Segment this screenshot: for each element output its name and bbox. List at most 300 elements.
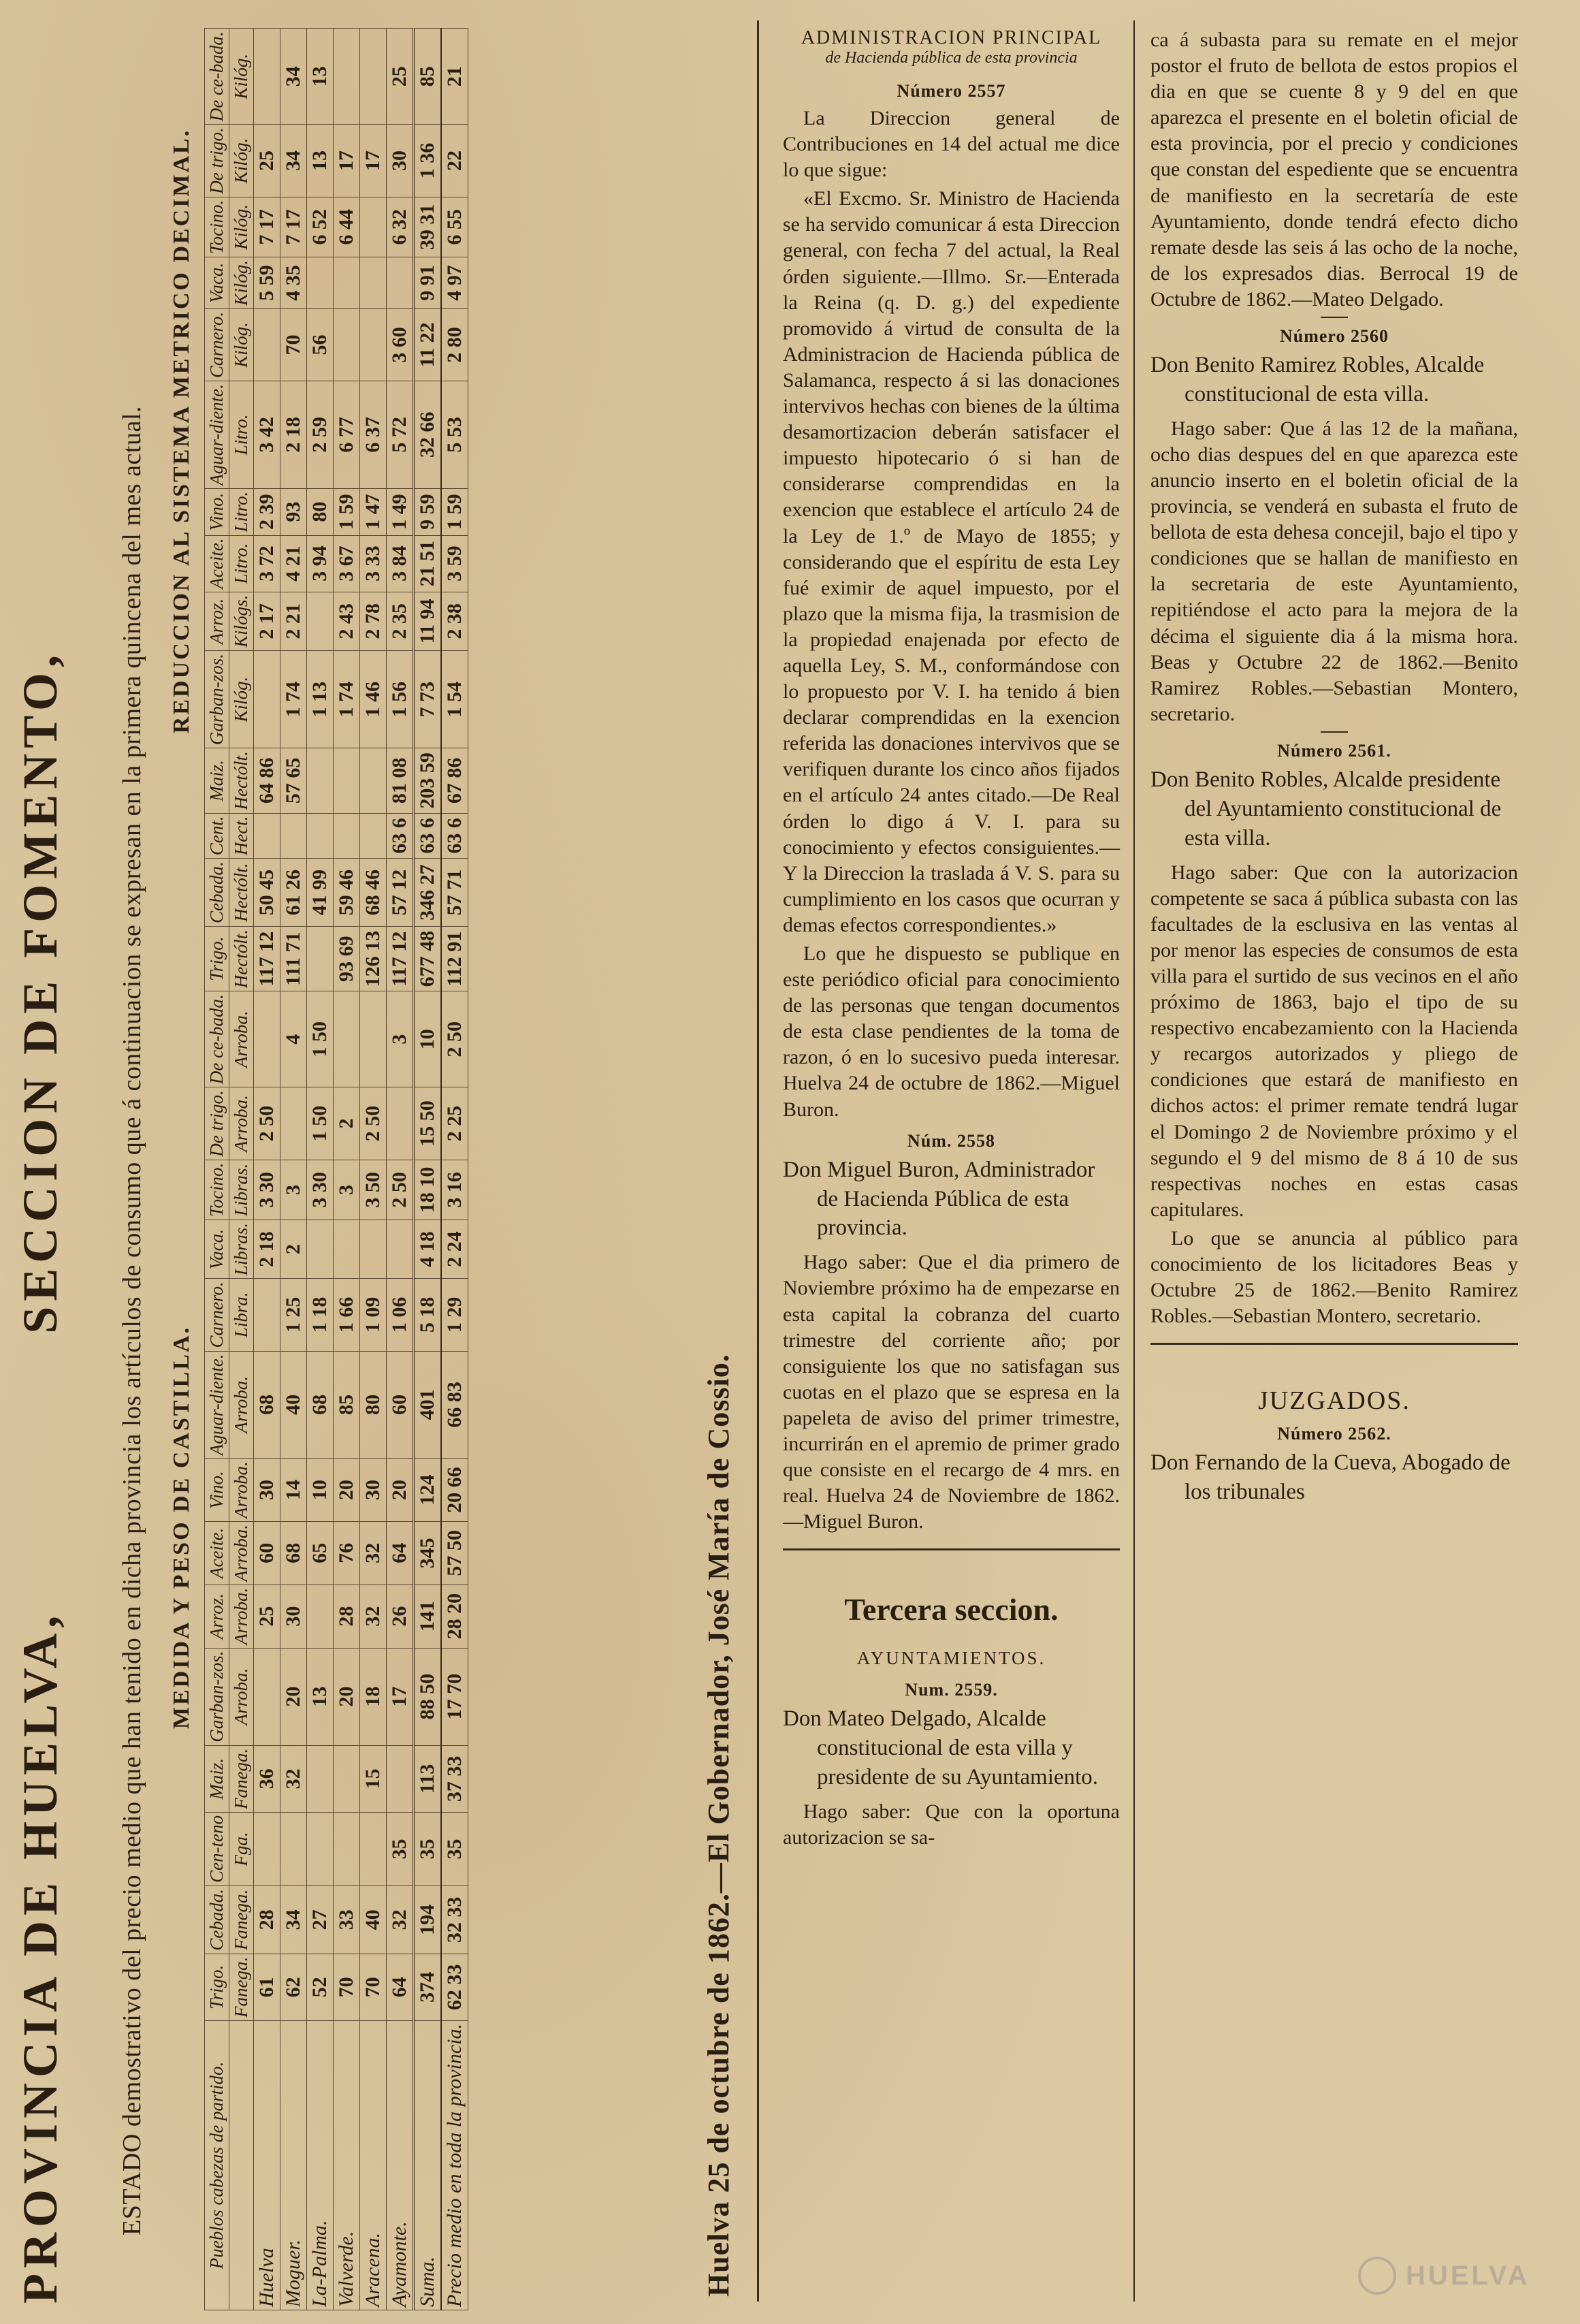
price-cell: 93 — [280, 488, 307, 535]
price-cell — [334, 1813, 360, 1886]
price-cell: 18 — [360, 1648, 387, 1745]
price-cell: 2 43 — [334, 592, 360, 650]
price-cell: 4 97 — [441, 257, 468, 309]
column-header: Aceite. — [205, 535, 229, 592]
price-cell — [307, 1585, 334, 1648]
unit-header: Kilóg. — [229, 308, 254, 381]
price-cell: 1 50 — [307, 991, 334, 1087]
price-cell — [307, 813, 334, 859]
price-cell: 64 — [387, 1521, 414, 1585]
price-cell: 2 21 — [280, 592, 307, 650]
price-cell: 70 — [280, 308, 307, 381]
price-cell: 2 24 — [441, 1220, 468, 1278]
price-cell: 6 52 — [307, 197, 334, 257]
column-header: Garban-zos. — [205, 651, 229, 748]
notice-number: Num. 2559. — [905, 1680, 998, 1700]
price-cell — [254, 1279, 280, 1351]
table-row — [334, 29, 360, 2310]
unit-header: Arroba. — [229, 991, 254, 1087]
price-cell — [334, 29, 360, 125]
price-cell: 35 — [441, 1813, 468, 1886]
price-cell: 93 69 — [334, 927, 360, 991]
price-cell: 32 — [360, 1521, 387, 1585]
price-cell: 4 18 — [414, 1220, 442, 1278]
price-cell: 52 — [307, 1954, 334, 2020]
price-cell: 20 66 — [441, 1459, 468, 1522]
price-cell: 34 — [280, 125, 307, 197]
price-cell: 32 33 — [441, 1886, 468, 1954]
price-cell: 20 — [334, 1459, 360, 1522]
price-cell: 5 72 — [387, 381, 414, 489]
price-cell: 25 — [254, 1585, 280, 1648]
price-cell: 1 66 — [334, 1279, 360, 1351]
price-cell: 3 50 — [360, 1160, 387, 1220]
archive-watermark — [1358, 2255, 1562, 2296]
price-cell: 1 54 — [441, 651, 468, 748]
price-cell: 4 35 — [280, 257, 307, 309]
price-cell — [307, 927, 334, 991]
price-cell — [334, 308, 360, 381]
price-cell — [307, 1745, 334, 1812]
price-cell: 7 73 — [414, 651, 442, 748]
price-cell — [307, 1813, 334, 1886]
column-header: Pueblos cabezas de partido. — [205, 2020, 229, 2310]
price-cell: 6 32 — [387, 197, 414, 257]
price-cell: 3 42 — [254, 381, 280, 489]
price-cell: 141 — [414, 1585, 442, 1648]
price-cell: 67 86 — [441, 748, 468, 813]
price-cell: 50 45 — [254, 859, 280, 927]
price-cell: 1 59 — [441, 488, 468, 535]
price-cell — [387, 1745, 414, 1812]
price-cell: 28 20 — [441, 1585, 468, 1648]
price-cell: 7 17 — [280, 197, 307, 257]
price-cell: 3 30 — [254, 1160, 280, 1220]
price-cell: 124 — [414, 1459, 442, 1522]
price-cell: 36 — [254, 1745, 280, 1812]
price-cell: 346 27 — [414, 859, 442, 927]
price-cell: 2 17 — [254, 592, 280, 650]
section-rule — [783, 1548, 1120, 1550]
price-cell: 11 94 — [414, 592, 442, 650]
price-cell: 2 39 — [254, 488, 280, 535]
price-cell: 117 12 — [254, 927, 280, 991]
unit-header: Fanega. — [229, 1954, 254, 2020]
section-rule — [1150, 1343, 1518, 1345]
price-cell: 1 56 — [387, 651, 414, 748]
price-cell: 2 50 — [360, 1087, 387, 1160]
unit-header: Libras. — [229, 1160, 254, 1220]
unit-header: Fanega. — [229, 1886, 254, 1954]
price-cell — [360, 748, 387, 813]
price-cell: 2 50 — [441, 991, 468, 1087]
price-cell — [334, 1220, 360, 1278]
notice-name: Don Mateo Delgado, Alcalde constitucional de esta villa y presidente de su Ayuntamiento. — [783, 1706, 1099, 1790]
price-cell: 2 80 — [441, 308, 468, 381]
town-name: Ayamonte. — [387, 2020, 414, 2310]
price-cell — [360, 257, 387, 309]
price-cell: 2 50 — [387, 1160, 414, 1220]
price-cell: 61 — [254, 1954, 280, 2020]
price-cell: 34 — [280, 1886, 307, 1954]
price-cell — [334, 748, 360, 813]
price-cell: 203 59 — [414, 748, 442, 813]
price-cell — [254, 651, 280, 748]
column-header: Carnero. — [205, 1279, 229, 1351]
table-row — [280, 29, 307, 2310]
column-header: Cebada. — [205, 859, 229, 927]
admin-header: ADMINISTRACION PRINCIPAL — [801, 27, 1102, 48]
price-cell: 63 6 — [414, 813, 442, 859]
column-administracion — [783, 27, 1120, 1853]
price-cell: 10 — [307, 1459, 334, 1522]
price-cell — [280, 813, 307, 859]
paragraph: Hago saber: Que el dia primero de Noviembre próximo ha de empezarse en esta capital la cobranza del cuarto trimestre del corriente año; por consiguiente los que no satisfagan sus cuotas en el plazo que se espresa en la papeleta de aviso del primer trimestre, incurrirán en el apremio de primer grado que consiste en el recargo de 4 mrs. en real. Huelva 24 de Noviembre de 1862.—Miguel Buron. — [783, 1251, 1120, 1533]
unit-header: Litro. — [229, 535, 254, 592]
price-cell: 70 — [360, 1954, 387, 2020]
price-cell: 1 74 — [280, 651, 307, 748]
unit-header: Kilógs. — [229, 592, 254, 650]
admin-subheader: de Hacienda pública de esta provincia — [825, 49, 1078, 67]
price-cell: 1 74 — [334, 651, 360, 748]
column-header: Cebada. — [205, 1886, 229, 1954]
price-cell: 2 18 — [254, 1220, 280, 1278]
price-cell: 7 17 — [254, 197, 280, 257]
sum-row-label: Suma. — [414, 2020, 442, 2310]
price-cell: 11 22 — [414, 308, 442, 381]
price-cell: 32 66 — [414, 381, 442, 489]
price-cell: 3 94 — [307, 535, 334, 592]
table-row — [360, 29, 387, 2310]
price-cell: 9 59 — [414, 488, 442, 535]
average-row — [441, 29, 468, 2310]
price-cell: 117 12 — [387, 927, 414, 991]
price-cell: 37 33 — [441, 1745, 468, 1812]
price-cell: 10 — [414, 991, 442, 1087]
unit-header: Hectólt. — [229, 927, 254, 991]
price-cell: 6 44 — [334, 197, 360, 257]
unit-header: Arroba. — [229, 1087, 254, 1160]
unit-header: Arroba. — [229, 1351, 254, 1459]
column-divider — [757, 20, 759, 2302]
column-header: Arroz. — [205, 592, 229, 650]
price-cell: 3 67 — [334, 535, 360, 592]
average-row-label: Precio medio en toda la provincia. — [441, 2020, 468, 2310]
price-cell: 30 — [387, 125, 414, 197]
price-cell: 66 83 — [441, 1351, 468, 1459]
price-cell: 3 59 — [441, 535, 468, 592]
price-cell: 17 — [334, 125, 360, 197]
price-cell: 41 99 — [307, 859, 334, 927]
price-cell: 1 09 — [360, 1279, 387, 1351]
price-cell: 15 50 — [414, 1087, 442, 1160]
price-table-body — [254, 29, 468, 2310]
price-cell: 1 25 — [280, 1279, 307, 1351]
unit-header-row — [229, 29, 254, 2310]
juzgados-title: JUZGADOS. — [1258, 1386, 1410, 1416]
price-cell: 1 36 — [414, 125, 442, 197]
price-cell — [254, 813, 280, 859]
column-anuncios — [1150, 27, 1518, 1514]
price-cell — [254, 29, 280, 125]
price-cell: 18 10 — [414, 1160, 442, 1220]
column-header: Garban-zos. — [205, 1648, 229, 1745]
price-cell: 2 — [280, 1220, 307, 1278]
price-cell: 1 06 — [387, 1279, 414, 1351]
price-cell: 1 59 — [334, 488, 360, 535]
unit-header: Hectólt. — [229, 859, 254, 927]
column-header: Trigo. — [205, 1954, 229, 2020]
price-cell — [360, 813, 387, 859]
price-cell: 20 — [387, 1459, 414, 1522]
unit-header: Litro. — [229, 488, 254, 535]
price-cell: 5 59 — [254, 257, 280, 309]
column-header: Maiz. — [205, 1745, 229, 1812]
unit-header: Arroba. — [229, 1585, 254, 1648]
notice-number: Número 2561. — [1277, 740, 1391, 761]
unit-header: Arroba. — [229, 1521, 254, 1585]
price-cell — [254, 308, 280, 381]
price-cell: 677 48 — [414, 927, 442, 991]
price-cell: 2 78 — [360, 592, 387, 650]
price-cell: 14 — [280, 1459, 307, 1522]
price-cell: 35 — [387, 1813, 414, 1886]
price-cell: 1 47 — [360, 488, 387, 535]
price-cell: 2 35 — [387, 592, 414, 650]
price-cell: 32 — [280, 1745, 307, 1812]
price-cell: 32 — [360, 1585, 387, 1648]
town-name: Aracena. — [360, 2020, 387, 2310]
price-cell: 6 55 — [441, 197, 468, 257]
town-name: La-Palma. — [307, 2020, 334, 2310]
unit-header: Libra. — [229, 1279, 254, 1351]
price-cell: 13 — [307, 1648, 334, 1745]
price-cell: 85 — [334, 1351, 360, 1459]
price-cell: 2 59 — [307, 381, 334, 489]
price-cell: 39 31 — [414, 197, 442, 257]
price-cell — [307, 748, 334, 813]
price-cell: 30 — [280, 1585, 307, 1648]
unit-header: Kilóg. — [229, 29, 254, 125]
price-cell: 17 70 — [441, 1648, 468, 1745]
column-header: Cent. — [205, 813, 229, 859]
price-cell: 126 13 — [360, 927, 387, 991]
price-cell: 3 60 — [387, 308, 414, 381]
price-cell: 112 91 — [441, 927, 468, 991]
price-cell: 21 51 — [414, 535, 442, 592]
price-cell: 80 — [307, 488, 334, 535]
paragraph: Hago saber: Que á las 12 de la mañana, ocho dias despues del en que aparezca este anuncio inserto en el boletin oficial de la provincia, se venderá en subasta el fruto de bellota de esta dehesa concejil, bajo el tipo y condiciones que se hallan de manifiesto en la secretaria de este Ayuntamiento, repitiéndose el acto para la mejora de la décima el siguiente dia á la misma hora. Beas y Octubre 22 de 1862.—Benito Ramirez Robles.—Sebastian Montero, secretario. — [1150, 417, 1518, 725]
title-province: PROVINCIA DE HUELVA, — [13, 1610, 67, 2304]
column-header: Aceite. — [205, 1521, 229, 1585]
price-cell: 40 — [360, 1886, 387, 1954]
price-cell: 63 6 — [387, 813, 414, 859]
price-cell: 2 18 — [280, 381, 307, 489]
price-cell: 33 — [334, 1886, 360, 1954]
group-castilla: MEDIDA Y PESO DE CASTILLA. — [169, 1325, 194, 1730]
price-cell: 68 — [307, 1351, 334, 1459]
price-cell: 401 — [414, 1351, 442, 1459]
price-cell — [254, 991, 280, 1087]
town-name: Huelva — [254, 2020, 280, 2310]
price-cell: 1 29 — [441, 1279, 468, 1351]
column-header: Tocino. — [205, 197, 229, 257]
price-cell: 20 — [334, 1648, 360, 1745]
price-cell: 61 26 — [280, 859, 307, 927]
price-cell: 345 — [414, 1521, 442, 1585]
price-cell: 57 71 — [441, 859, 468, 927]
price-cell — [254, 1813, 280, 1886]
paragraph: Lo que he dispuesto se publique en este periódico oficial para conocimiento de las personas que tengan documentos de esta clase pendientes de la toma de razon, ó en lo sucesivo pueda interesar. Huelva 24 de octubre de 1862.—Miguel Buron. — [783, 942, 1120, 1121]
price-cell: 13 — [307, 29, 334, 125]
price-cell: 30 — [360, 1459, 387, 1522]
price-cell: 57 12 — [387, 859, 414, 927]
sum-row — [414, 29, 442, 2310]
price-cell: 68 — [280, 1521, 307, 1585]
price-cell — [360, 991, 387, 1087]
price-cell: 25 — [254, 125, 280, 197]
price-cell: 5 53 — [441, 381, 468, 489]
column-header: De trigo. — [205, 1087, 229, 1160]
price-cell: 5 18 — [414, 1279, 442, 1351]
unit-header: Kilóg. — [229, 197, 254, 257]
paragraph: Hago saber: Que con la autorizacion competente se saca á pública subasta con las facultades de la esclusiva en las ventas al por menor las especies de consumos de esta villa para el surtido de sus vecinos en el año próximo de 1863, bajo el tipo de su respectivo encabezamiento con la Hacienda y recargos autorizados y pliego de condiciones que estará de manifiesto en dichos actos: el primer remate tendrá lugar el Domingo 2 de Noviembre próximo y el segundo el 9 del mismo de 8 á 10 de sus respectivas noches en estas casas capitulares. — [1150, 861, 1518, 1221]
price-cell: 1 50 — [307, 1087, 334, 1160]
price-cell — [254, 1648, 280, 1745]
price-cell — [360, 308, 387, 381]
price-cell — [360, 1813, 387, 1886]
price-cell: 3 — [280, 1160, 307, 1220]
price-cell — [334, 1745, 360, 1812]
price-cell: 3 16 — [441, 1160, 468, 1220]
price-cell: 76 — [334, 1521, 360, 1585]
tercera-seccion-title: Tercera seccion. — [844, 1592, 1059, 1627]
price-cell: 34 — [280, 29, 307, 125]
price-cell: 1 13 — [307, 651, 334, 748]
price-cell: 56 — [307, 308, 334, 381]
price-cell: 70 — [334, 1954, 360, 2020]
price-cell: 63 6 — [441, 813, 468, 859]
unit-header: Kilóg. — [229, 125, 254, 197]
price-cell — [334, 813, 360, 859]
price-cell — [360, 197, 387, 257]
price-cell: 13 — [307, 125, 334, 197]
price-cell — [307, 592, 334, 650]
unit-header: Fanega. — [229, 1745, 254, 1812]
column-header: Aguar-diente. — [205, 1351, 229, 1459]
price-cell: 60 — [254, 1521, 280, 1585]
price-cell: 26 — [387, 1585, 414, 1648]
price-cell: 59 46 — [334, 859, 360, 927]
notice-name: Don Fernando de la Cueva, Abogado de los tribunales — [1150, 1450, 1511, 1505]
notice-name: Don Miguel Buron, Administrador de Hacienda Pública de esta provincia. — [783, 1157, 1095, 1241]
price-cell: 30 — [254, 1459, 280, 1522]
price-cell: 85 — [414, 29, 442, 125]
price-cell: 17 — [387, 1648, 414, 1745]
price-cell: 68 46 — [360, 859, 387, 927]
paragraph: Hago saber: Que con la oportuna autorizacion se sa- — [783, 1800, 1120, 1849]
price-cell — [307, 257, 334, 309]
column-header: Maiz. — [205, 748, 229, 813]
column-header: Arroz. — [205, 1585, 229, 1648]
column-header: Vino. — [205, 488, 229, 535]
governor-signature: Huelva 25 de octubre de 1862.—El Gobernador, José María de Cossio. — [702, 1354, 735, 2297]
price-cell — [360, 1220, 387, 1278]
town-name: Valverde. — [334, 2020, 360, 2310]
price-cell: 17 — [360, 125, 387, 197]
price-cell: 20 — [280, 1648, 307, 1745]
rotated-table-region — [0, 0, 749, 2324]
notice-number: Número 2560 — [1279, 326, 1389, 347]
unit-header: Kilóg. — [229, 257, 254, 309]
notice-number: Núm. 2558 — [907, 1130, 995, 1151]
price-cell: 64 86 — [254, 748, 280, 813]
price-cell: 1 18 — [307, 1279, 334, 1351]
unit-header: Litro. — [229, 381, 254, 489]
price-cell: 35 — [414, 1813, 442, 1886]
column-divider — [1133, 20, 1135, 2302]
price-cell: 62 33 — [441, 1954, 468, 2020]
price-cell: 25 — [387, 29, 414, 125]
notice-name: Don Benito Ramirez Robles, Alcalde constitucional de esta villa. — [1150, 353, 1485, 407]
unit-header: Fga. — [229, 1813, 254, 1886]
town-name: Moguer. — [280, 2020, 307, 2310]
price-cell: 4 21 — [280, 535, 307, 592]
paragraph: La Direccion general de Contribuciones en 14 del actual me dice lo que sigue: — [783, 107, 1120, 182]
unit-header — [229, 2020, 254, 2310]
price-cell — [387, 1087, 414, 1160]
price-cell: 113 — [414, 1745, 442, 1812]
column-header: Cen-teno — [205, 1813, 229, 1886]
unit-header: Hect. — [229, 813, 254, 859]
price-cell: 3 33 — [360, 535, 387, 592]
price-cell: 3 — [387, 991, 414, 1087]
unit-header: Arroba. — [229, 1459, 254, 1522]
column-header: De trigo. — [205, 125, 229, 197]
price-cell: 111 71 — [280, 927, 307, 991]
price-cell: 15 — [360, 1745, 387, 1812]
column-header: De ce-bada. — [205, 29, 229, 125]
price-cell: 2 25 — [441, 1087, 468, 1160]
price-cell: 2 38 — [441, 592, 468, 650]
price-cell: 40 — [280, 1351, 307, 1459]
column-header: De ce-bada. — [205, 991, 229, 1087]
price-cell: 6 77 — [334, 381, 360, 489]
column-header: Trigo. — [205, 927, 229, 991]
price-cell: 28 — [334, 1585, 360, 1648]
price-cell: 88 50 — [414, 1648, 442, 1745]
column-header: Aguar-diente. — [205, 381, 229, 489]
ayuntamientos-title: AYUNTAMIENTOS. — [856, 1648, 1046, 1669]
price-cell: 9 91 — [414, 257, 442, 309]
price-cell: 68 — [254, 1351, 280, 1459]
notice-number: Número 2562. — [1277, 1424, 1391, 1444]
price-cell — [387, 1220, 414, 1278]
price-cell: 81 08 — [387, 748, 414, 813]
price-cell: 3 72 — [254, 535, 280, 592]
price-cell: 60 — [387, 1351, 414, 1459]
price-cell: 1 46 — [360, 651, 387, 748]
column-header-row — [205, 29, 229, 2310]
price-cell: 32 — [387, 1886, 414, 1954]
table-row — [387, 29, 414, 2310]
price-cell: 374 — [414, 1954, 442, 2020]
paragraph: «El Excmo. Sr. Ministro de Hacienda se ha servido comunicar á esta Direccion general, con fecha 7 del actual, la Real órden siguiente.—Illmo. Sr.—Enterada la Reina (q. D. g.) del expediente promovido á virtud de consulta de la Administracion de Hacienda pública de Salamanca, respecto á si las donaciones intervivos hechas con bienes de la última desamortizacion deberán satisfacer el impuesto hipotecario ó si han de considerarse comprendidas en la exencion que establece el artículo 24 de la Ley de 1.º de Mayo de 1855; y considerando que el espíritu de esta Ley fué eximir de aquel impuesto, por el plazo que la misma fija, la trasmision de la propiedad enajenada por efecto de aquella Ley, S. M., conformándose con lo propuesto por V. I. ha tenido á bien declarar comprendidas en la exencion referida las donaciones intervivos que se verifiquen durante los cinco años fijados en el artículo 24 antes citado.—De Real órden lo digo á V. I. para su conocimiento y efectos consiguientes.—Y la Direccion la traslada á V. S. para su cumplimiento en los casos que ocurran y demas efectos correspondientes.» — [783, 187, 1120, 936]
column-header: Vaca. — [205, 257, 229, 309]
column-header: Carnero. — [205, 308, 229, 381]
watermark-text: HUELVA — [1406, 2260, 1530, 2291]
price-cell: 3 30 — [307, 1160, 334, 1220]
